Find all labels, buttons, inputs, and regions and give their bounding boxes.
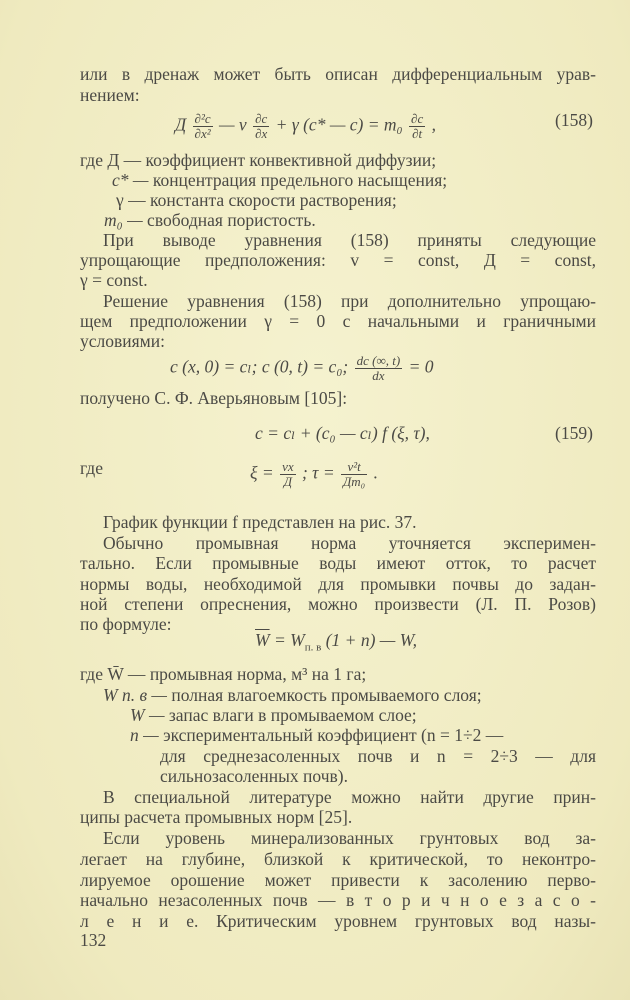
page-number: 132 <box>80 930 107 950</box>
text-line: упрощающие предположения: v = const, Д = const, <box>80 250 596 270</box>
text-line: ной степени опреснения, можно произвести (Л. П. Розов) <box>80 594 596 614</box>
text-line: сильнозасоленных почв). <box>160 766 348 786</box>
text-line: нением: <box>80 85 140 105</box>
definition: c* — концентрация предельного насыщения; <box>112 170 448 190</box>
eq-part: , <box>431 114 436 135</box>
definition: W п. в — полная влагоемкость промываемого слоя; <box>103 685 482 705</box>
text-line: Решение уравнения (158) при дополнительно упрощаю- <box>103 291 596 311</box>
text-line: При выводе уравнения (158) приняты следующие <box>103 230 596 250</box>
text-line: начально незасоленных почв — в т о р и ч н о е з а с о - <box>80 890 596 910</box>
definition: где Д — коэффициент конвективной диффузии; <box>80 150 437 170</box>
definition: n — экспериментальный коэффициент (n = 1÷2 — <box>130 725 504 745</box>
definition: где W̄ — промывная норма, м³ на 1 га; <box>80 664 367 684</box>
text-line: нормы воды, необходимой для промывки почвы до задан- <box>80 574 596 594</box>
equation-159: c = cₗ + (c₀ — cₗ) f (ξ, τ), <box>255 423 430 443</box>
definition: W — запас влаги в промываемом слое; <box>130 705 417 725</box>
definition: m₀ — свободная пористость. <box>104 210 316 230</box>
equation-washing-norm: $\overline{W} = W_{п. в}$ (1 + n) — W, <box>255 630 418 654</box>
text-line: легает на глубине, близкой к критической, то неконтро- <box>80 849 596 869</box>
equation-number: (158) <box>555 110 593 130</box>
text-line: или в дренаж может быть описан дифференциальным урав- <box>80 64 596 84</box>
text-line: тально. Если промывные воды имеют отток, то расчет <box>80 553 596 573</box>
equation-xi-tau: ξ = $\frac{vx}{Д}$ ; τ = $\frac{\text{v²t}}{\text{Дm₀}}$ . <box>250 459 378 489</box>
text-line: условиями: <box>80 331 165 351</box>
eq-part: — v <box>218 114 247 135</box>
text-line: В специальной литературе можно найти другие прин- <box>103 787 596 807</box>
where-label: где <box>80 458 103 478</box>
equation-number: (159) <box>555 423 593 443</box>
definition: γ — константа скорости растворения; <box>116 190 397 210</box>
text-line: по формуле: <box>80 614 172 634</box>
eq-part: Д <box>175 114 187 135</box>
equation-158 <box>175 112 436 141</box>
fraction: $\frac{\text{v²t}}{\text{Дm₀}}$ <box>343 459 366 489</box>
eq-part: + γ (c* — c) = m₀ <box>275 114 403 135</box>
text-line: ципы расчета промывных норм [25]. <box>80 807 353 827</box>
text-line: л е н и е. Критическим уровнем грунтовых вод назы- <box>80 911 596 931</box>
text-line: γ = const. <box>80 270 148 290</box>
fraction: $\frac{\partial c}{\partial x}$ <box>255 111 268 141</box>
text-line: лируемое орошение может привести к засолению перво- <box>80 870 596 890</box>
text-line: Обычно промывная норма уточняется эксперимен- <box>103 533 596 553</box>
text-line: щем предположении γ = 0 с начальными и граничными <box>80 311 596 331</box>
fraction: $\frac{\partial c}{\partial t}$ <box>411 111 424 141</box>
text-line: График функции f представлен на рис. 37. <box>103 512 417 532</box>
fraction: $\frac{\text{∂²c}}{\text{∂x²}}$ <box>194 111 211 141</box>
text-line: Если уровень минерализованных грунтовых вод за- <box>103 828 596 848</box>
boundary-conditions: c (x, 0) = cₗ; c (0, t) = c₀; $\frac{dc (\infty, t)}{dx}$ = 0 <box>170 353 434 383</box>
text-line: для среднезасоленных почв и n = 2÷3 — для <box>160 746 596 766</box>
fraction: $\frac{dc (\infty, t)}{dx}$ <box>356 353 401 383</box>
fraction: $\frac{vx}{Д}$ <box>282 459 294 489</box>
text-line: получено С. Ф. Аверьяновым [105]: <box>80 388 348 408</box>
